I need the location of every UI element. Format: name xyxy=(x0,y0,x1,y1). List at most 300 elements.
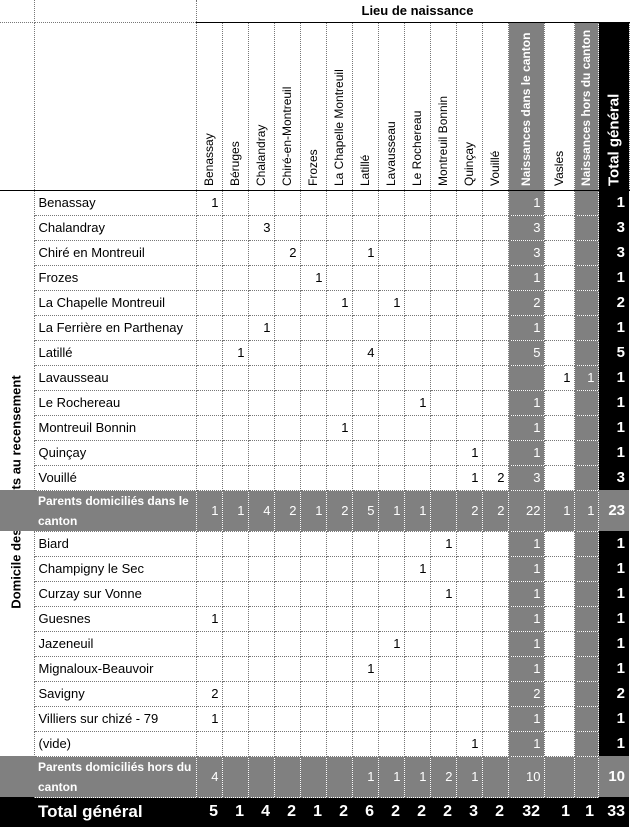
table-cell xyxy=(196,465,222,490)
table-cell xyxy=(248,340,274,365)
column-header xyxy=(544,22,574,190)
table-row xyxy=(0,215,629,240)
table-cell xyxy=(404,465,430,490)
table-cell xyxy=(378,606,404,631)
table-cell: 1 xyxy=(326,290,352,315)
table-cell xyxy=(378,581,404,606)
row-label: Guesnes xyxy=(34,606,196,631)
table-cell: 1 xyxy=(574,365,598,390)
table-cell xyxy=(352,681,378,706)
column-header-label: Frozes xyxy=(306,148,320,186)
table-cell: 22 xyxy=(508,490,544,531)
table-cell xyxy=(222,681,248,706)
row-label: La Ferrière en Parthenay xyxy=(34,315,196,340)
table-cell: 3 xyxy=(508,465,544,490)
table-cell: 1 xyxy=(508,531,544,556)
table-cell xyxy=(544,465,574,490)
column-header xyxy=(404,22,430,190)
table-cell xyxy=(196,365,222,390)
column-header-label: Vouillé xyxy=(488,150,502,186)
table-cell xyxy=(248,531,274,556)
table-cell xyxy=(378,706,404,731)
table-cell xyxy=(378,681,404,706)
table-cell xyxy=(326,365,352,390)
table-cell xyxy=(456,415,482,440)
table-cell xyxy=(430,315,456,340)
table-cell xyxy=(196,315,222,340)
table-cell: 3 xyxy=(598,240,629,265)
table-row xyxy=(0,706,629,731)
grand-total-cell: 2 xyxy=(378,797,404,827)
column-header xyxy=(574,22,598,190)
corner-cell xyxy=(0,0,34,22)
table-cell xyxy=(326,556,352,581)
table-cell xyxy=(404,240,430,265)
table-cell xyxy=(352,415,378,440)
table-cell xyxy=(196,531,222,556)
table-cell xyxy=(456,656,482,681)
table-cell: 5 xyxy=(352,490,378,531)
table-cell xyxy=(248,440,274,465)
side-spacer xyxy=(0,415,34,440)
table-cell xyxy=(378,415,404,440)
table-cell xyxy=(300,556,326,581)
grand-total-cell: 4 xyxy=(248,797,274,827)
table-cell xyxy=(274,531,300,556)
table-cell: 23 xyxy=(598,490,629,531)
table-cell xyxy=(456,631,482,656)
table-cell: 1 xyxy=(326,415,352,440)
table-cell: 1 xyxy=(378,290,404,315)
table-cell xyxy=(300,290,326,315)
table-cell xyxy=(456,240,482,265)
table-cell: 1 xyxy=(508,265,544,290)
table-cell xyxy=(378,315,404,340)
table-cell xyxy=(326,631,352,656)
side-spacer xyxy=(0,315,34,340)
side-spacer xyxy=(0,215,34,240)
table-cell: 1 xyxy=(598,440,629,465)
table-cell: 3 xyxy=(508,215,544,240)
table-cell: 1 xyxy=(508,415,544,440)
side-spacer xyxy=(0,556,34,581)
table-cell xyxy=(482,756,508,797)
table-cell xyxy=(574,415,598,440)
table-cell xyxy=(482,315,508,340)
table-cell xyxy=(430,265,456,290)
table-cell xyxy=(222,531,248,556)
table-cell xyxy=(248,756,274,797)
table-cell xyxy=(404,681,430,706)
table-cell xyxy=(430,290,456,315)
table-cell xyxy=(430,365,456,390)
table-cell xyxy=(326,240,352,265)
table-cell xyxy=(574,315,598,340)
table-cell xyxy=(300,240,326,265)
table-cell xyxy=(378,340,404,365)
table-cell xyxy=(574,656,598,681)
grand-total-cell: 33 xyxy=(598,797,629,827)
table-cell xyxy=(378,190,404,215)
side-spacer xyxy=(0,631,34,656)
side-spacer xyxy=(0,390,34,415)
table-cell xyxy=(456,215,482,240)
row-label: Lavausseau xyxy=(34,365,196,390)
table-cell xyxy=(352,440,378,465)
side-spacer xyxy=(0,490,34,531)
table-cell: 1 xyxy=(196,190,222,215)
table-cell xyxy=(544,731,574,756)
table-cell xyxy=(248,556,274,581)
column-header xyxy=(326,22,352,190)
table-cell xyxy=(352,731,378,756)
table-cell xyxy=(404,365,430,390)
table-cell: 1 xyxy=(222,340,248,365)
table-cell xyxy=(196,390,222,415)
table-cell xyxy=(326,190,352,215)
table-cell xyxy=(456,606,482,631)
table-cell xyxy=(430,440,456,465)
side-spacer xyxy=(0,681,34,706)
table-cell xyxy=(544,340,574,365)
table-cell xyxy=(456,681,482,706)
table-cell: 1 xyxy=(508,731,544,756)
grand-total-row xyxy=(0,797,629,827)
table-cell xyxy=(544,681,574,706)
row-label: Le Rochereau xyxy=(34,390,196,415)
table-cell xyxy=(404,440,430,465)
column-header-label: Naissances hors du canton xyxy=(579,29,593,186)
table-cell xyxy=(248,265,274,290)
side-spacer xyxy=(0,731,34,756)
table-cell xyxy=(248,731,274,756)
table-cell: 1 xyxy=(598,631,629,656)
table-cell: 1 xyxy=(456,756,482,797)
table-cell xyxy=(326,756,352,797)
table-cell xyxy=(574,390,598,415)
table-cell xyxy=(456,340,482,365)
table-cell: 3 xyxy=(598,465,629,490)
grand-total-cell: 32 xyxy=(508,797,544,827)
table-cell xyxy=(248,415,274,440)
table-cell: 1 xyxy=(196,606,222,631)
table-cell xyxy=(196,265,222,290)
table-cell xyxy=(222,365,248,390)
corner-cell xyxy=(34,0,196,22)
table-cell xyxy=(222,656,248,681)
table-cell xyxy=(544,440,574,465)
table-cell: 1 xyxy=(598,556,629,581)
column-header-label: Montreuil Bonnin xyxy=(436,95,450,186)
table-cell xyxy=(456,290,482,315)
table-cell xyxy=(274,606,300,631)
table-cell xyxy=(326,215,352,240)
table-cell xyxy=(430,631,456,656)
table-cell xyxy=(300,390,326,415)
table-cell xyxy=(404,581,430,606)
side-spacer xyxy=(0,465,34,490)
grand-total-cell: 2 xyxy=(482,797,508,827)
table-row xyxy=(0,415,629,440)
table-cell xyxy=(300,706,326,731)
table-cell xyxy=(482,340,508,365)
table-cell xyxy=(326,656,352,681)
table-cell xyxy=(300,315,326,340)
table-cell: 2 xyxy=(326,490,352,531)
table-cell xyxy=(300,756,326,797)
table-cell xyxy=(326,315,352,340)
table-cell xyxy=(222,440,248,465)
table-cell: 3 xyxy=(508,240,544,265)
side-spacer xyxy=(0,706,34,731)
table-cell: 1 xyxy=(598,531,629,556)
table-cell: 1 xyxy=(598,415,629,440)
table-cell xyxy=(482,531,508,556)
table-cell xyxy=(482,190,508,215)
side-spacer xyxy=(0,290,34,315)
table-cell: 1 xyxy=(508,706,544,731)
table-cell xyxy=(378,731,404,756)
table-cell xyxy=(544,415,574,440)
table-cell xyxy=(196,215,222,240)
table-cell xyxy=(248,581,274,606)
table-cell: 1 xyxy=(352,756,378,797)
table-cell xyxy=(222,465,248,490)
table-cell xyxy=(352,606,378,631)
table-row xyxy=(0,681,629,706)
row-label: Mignaloux-Beauvoir xyxy=(34,656,196,681)
table-cell xyxy=(248,606,274,631)
table-row xyxy=(0,290,629,315)
side-spacer xyxy=(0,581,34,606)
table-cell: 1 xyxy=(508,656,544,681)
table-row xyxy=(0,581,629,606)
table-cell xyxy=(248,631,274,656)
table-cell xyxy=(544,531,574,556)
table-cell xyxy=(482,631,508,656)
column-header-label: Quinçay xyxy=(462,141,476,186)
table-cell xyxy=(404,531,430,556)
subtotal-row xyxy=(0,756,629,797)
table-cell xyxy=(300,631,326,656)
grand-total-cell: 6 xyxy=(352,797,378,827)
grand-total-cell: 1 xyxy=(222,797,248,827)
table-cell xyxy=(456,390,482,415)
column-group-title: Lieu de naissance xyxy=(361,3,474,18)
table-cell xyxy=(574,215,598,240)
table-cell xyxy=(378,265,404,290)
column-header xyxy=(598,22,629,190)
side-spacer xyxy=(0,240,34,265)
table-cell: 1 xyxy=(378,756,404,797)
row-label: Parents domiciliés dans le canton xyxy=(34,490,196,531)
table-cell xyxy=(574,706,598,731)
table-cell xyxy=(430,465,456,490)
table-cell xyxy=(574,531,598,556)
table-cell: 4 xyxy=(248,490,274,531)
table-cell xyxy=(274,415,300,440)
table-cell xyxy=(544,581,574,606)
column-header-label: Vasles xyxy=(552,150,566,186)
table-cell: 2 xyxy=(456,490,482,531)
table-cell xyxy=(222,631,248,656)
table-cell: 1 xyxy=(456,465,482,490)
table-cell xyxy=(378,215,404,240)
table-cell xyxy=(544,631,574,656)
table-cell xyxy=(574,581,598,606)
table-cell xyxy=(378,465,404,490)
table-cell xyxy=(352,315,378,340)
table-cell xyxy=(404,340,430,365)
table-cell xyxy=(430,390,456,415)
table-cell xyxy=(482,290,508,315)
table-cell xyxy=(574,265,598,290)
grand-total-spacer xyxy=(0,797,34,827)
grand-total-cell: 5 xyxy=(196,797,222,827)
table-cell xyxy=(544,656,574,681)
table-cell xyxy=(404,656,430,681)
table-row xyxy=(0,390,629,415)
table-cell xyxy=(404,290,430,315)
table-row xyxy=(0,631,629,656)
table-cell xyxy=(222,390,248,415)
grand-total-label: Total général xyxy=(34,797,196,827)
column-header-label: Latillé xyxy=(358,154,372,186)
table-cell xyxy=(222,315,248,340)
table-cell xyxy=(248,240,274,265)
row-label: La Chapelle Montreuil xyxy=(34,290,196,315)
table-cell: 1 xyxy=(456,731,482,756)
table-row xyxy=(0,656,629,681)
table-cell xyxy=(574,681,598,706)
table-cell xyxy=(430,606,456,631)
table-cell xyxy=(404,215,430,240)
table-cell: 2 xyxy=(274,490,300,531)
row-label: Montreuil Bonnin xyxy=(34,415,196,440)
table-cell xyxy=(404,731,430,756)
table-cell: 1 xyxy=(598,390,629,415)
column-header-label: Chalandray xyxy=(254,124,268,186)
table-cell xyxy=(482,706,508,731)
table-cell xyxy=(300,656,326,681)
table-cell xyxy=(430,340,456,365)
table-cell xyxy=(378,556,404,581)
grand-total-cell: 1 xyxy=(544,797,574,827)
row-label: Curzay sur Vonne xyxy=(34,581,196,606)
table-cell xyxy=(274,581,300,606)
table-cell: 10 xyxy=(598,756,629,797)
table-cell xyxy=(544,265,574,290)
side-spacer xyxy=(0,756,34,797)
table-cell xyxy=(482,581,508,606)
table-cell xyxy=(274,631,300,656)
table-row xyxy=(0,731,629,756)
column-header xyxy=(456,22,482,190)
table-cell: 3 xyxy=(248,215,274,240)
table-cell xyxy=(378,390,404,415)
table-cell xyxy=(274,390,300,415)
column-header-label: La Chapelle Montreuil xyxy=(332,68,346,186)
table-cell xyxy=(222,240,248,265)
table-cell xyxy=(378,365,404,390)
table-cell xyxy=(196,656,222,681)
column-header-label: Naissances dans le canton xyxy=(519,32,533,186)
table-cell: 1 xyxy=(378,631,404,656)
table-cell xyxy=(544,756,574,797)
table-cell xyxy=(456,265,482,290)
table-cell xyxy=(300,606,326,631)
table-row xyxy=(0,531,629,556)
table-cell xyxy=(222,556,248,581)
table-cell: 1 xyxy=(598,581,629,606)
side-spacer xyxy=(0,190,34,215)
table-cell xyxy=(456,190,482,215)
table-cell xyxy=(404,606,430,631)
table-row xyxy=(0,556,629,581)
table-cell xyxy=(482,215,508,240)
side-spacer xyxy=(0,265,34,290)
table-cell xyxy=(300,440,326,465)
column-header-label: Total général xyxy=(605,93,622,186)
table-cell xyxy=(326,731,352,756)
table-cell: 10 xyxy=(508,756,544,797)
table-cell xyxy=(352,556,378,581)
table-cell xyxy=(274,556,300,581)
table-cell xyxy=(352,631,378,656)
column-header-label: Chiré-en-Montreuil xyxy=(280,86,294,186)
table-cell xyxy=(300,365,326,390)
table-cell: 3 xyxy=(598,215,629,240)
table-cell xyxy=(248,706,274,731)
table-cell xyxy=(404,415,430,440)
table-cell xyxy=(574,240,598,265)
table-cell xyxy=(352,215,378,240)
table-cell xyxy=(574,440,598,465)
column-header xyxy=(430,22,456,190)
table-cell xyxy=(300,581,326,606)
table-cell xyxy=(352,706,378,731)
table-cell xyxy=(326,706,352,731)
table-cell xyxy=(508,365,544,390)
table-cell xyxy=(196,340,222,365)
table-cell: 2 xyxy=(482,465,508,490)
table-cell xyxy=(456,365,482,390)
table-cell xyxy=(430,190,456,215)
table-cell: 4 xyxy=(352,340,378,365)
table-cell xyxy=(326,531,352,556)
table-cell: 1 xyxy=(598,706,629,731)
table-cell xyxy=(544,190,574,215)
column-header xyxy=(352,22,378,190)
column-header xyxy=(378,22,404,190)
table-cell xyxy=(300,531,326,556)
table-cell xyxy=(274,656,300,681)
table-cell: 1 xyxy=(544,490,574,531)
table-cell xyxy=(352,365,378,390)
table-cell xyxy=(326,681,352,706)
table-cell: 1 xyxy=(508,606,544,631)
table-cell: 1 xyxy=(404,756,430,797)
row-label: Benassay xyxy=(34,190,196,215)
table-cell xyxy=(574,731,598,756)
table-cell xyxy=(378,656,404,681)
column-header xyxy=(248,22,274,190)
column-header-label: Lavausseau xyxy=(384,120,398,186)
title-spacer xyxy=(196,0,629,22)
side-spacer xyxy=(0,656,34,681)
table-cell xyxy=(274,340,300,365)
table-cell xyxy=(574,465,598,490)
